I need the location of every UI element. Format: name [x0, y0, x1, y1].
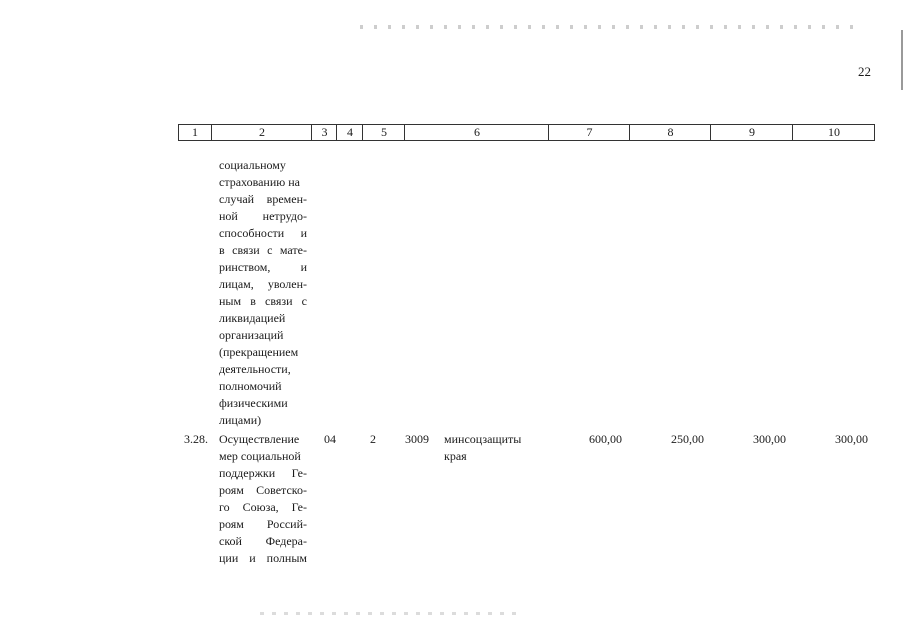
continuation-line: ной нетрудо-	[219, 209, 307, 223]
scan-artifact-top	[360, 25, 860, 29]
cell-col-5: 3009	[405, 432, 429, 446]
row-text-line: мер социальной	[219, 449, 301, 463]
continuation-line: лицам, уволен-	[219, 277, 307, 291]
header-col-9: 9	[710, 125, 793, 140]
table-header-row	[178, 124, 875, 141]
row-text-line: Осуществление	[219, 432, 300, 446]
row-number: 3.28.	[184, 432, 208, 446]
continuation-line: случай времен-	[219, 192, 307, 206]
header-col-8: 8	[629, 125, 711, 140]
continuation-line: в связи с мате-	[219, 243, 307, 257]
cell-col-7: 600,00	[589, 432, 622, 446]
continuation-line: способности и	[219, 226, 307, 240]
header-col-10: 10	[792, 125, 875, 140]
row-text-line: поддержки Ге-	[219, 466, 307, 480]
continuation-line: деятельности,	[219, 362, 291, 376]
page-number: 22	[858, 64, 871, 79]
row-text-line: ской Федера-	[219, 534, 307, 548]
continuation-line: страхованию на	[219, 175, 300, 189]
header-col-4: 4	[336, 125, 363, 140]
cell-col-3: 04	[324, 432, 336, 446]
continuation-line: лицами)	[219, 413, 262, 427]
header-col-6: 6	[404, 125, 549, 140]
scan-artifact-bottom	[260, 612, 520, 615]
scan-artifact-right	[901, 30, 903, 90]
cell-col-8: 250,00	[671, 432, 704, 446]
continuation-line: социальному	[219, 158, 286, 172]
cell-col-9: 300,00	[753, 432, 786, 446]
continuation-line: ликвидацией	[219, 311, 286, 325]
continuation-line: организаций	[219, 328, 284, 342]
header-col-5: 5	[362, 125, 405, 140]
continuation-line: ринством, и	[219, 260, 307, 274]
cell-col-4: 2	[370, 432, 376, 446]
cell-col-6-line: края	[444, 449, 467, 463]
row-text-line: го Союза, Ге-	[219, 500, 307, 514]
cell-col-6-line: минсоцзащиты	[444, 432, 522, 446]
continuation-line: физическими	[219, 396, 288, 410]
header-col-3: 3	[311, 125, 337, 140]
row-text-line: роям Советско-	[219, 483, 307, 497]
header-col-1: 1	[192, 125, 198, 139]
header-col-7: 7	[548, 125, 630, 140]
row-text-line: роям Россий-	[219, 517, 307, 531]
continuation-line: ным в связи с	[219, 294, 307, 308]
header-col-2: 2	[211, 125, 312, 140]
continuation-line: (прекращением	[219, 345, 299, 359]
cell-col-10: 300,00	[835, 432, 868, 446]
continuation-line: полномочий	[219, 379, 282, 393]
row-text-line: ции и полным	[219, 551, 307, 565]
